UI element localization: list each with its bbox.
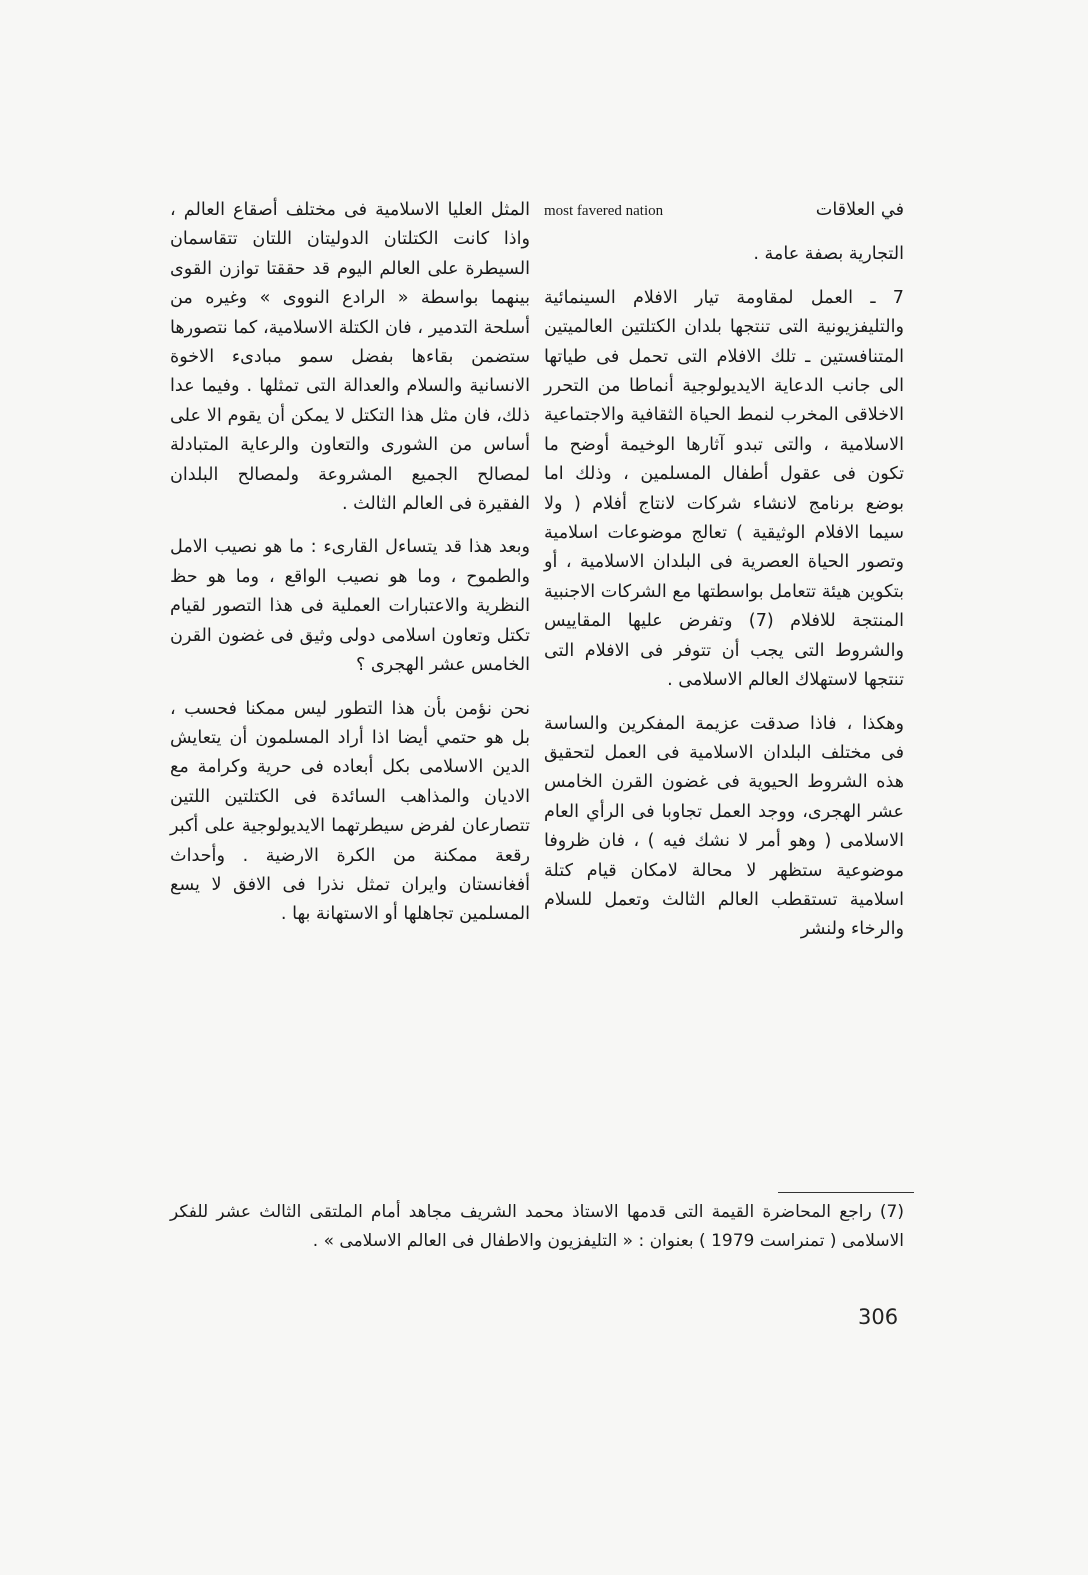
footnote-separator (778, 1192, 914, 1193)
right-column-first-line (544, 196, 904, 226)
first-line-arabic: في العلاقات (815, 200, 904, 220)
first-line-latin-term: most favered nation (544, 203, 664, 219)
right-paragraph: 7 ـ العمل لمقاومة تيار الافلام السينمائية والتليفزيونية التى تنتجها بلدان الكتلتين العالميتين المتنافستين ـ تلك الافلام التى تحمل فى طياتها الى جانب الدعاية الايديولوجية أنماطا من التحرر الاخلاقى المخرب لنمط الحياة الثقافية والاجتماعية الاسلامية ، والتى تبدو آثارها الوخيمة أوضح ما تكون فى عقول أطفال المسلمين ، وذلك اما بوضع برنامج لانشاء شركات لانتاج أفلام ( ولا سيما الافلام الوثيقية ) تعالج موضوعات اسلامية وتصور الحياة العصرية فى البلدان الاسلامية ، أو بتكوين هيئة تتعامل بواسطتها مع الشركات الاجنبية المنتجة للافلام (7) وتفرض عليها المقاييس والشروط التى يجب أن تتوفر فى الافلام التى تنتجها لاستهلاك العالم الاسلامى . (544, 287, 904, 691)
right-paragraph: وهكذا ، فاذا صدقت عزيمة المفكرين والساسة فى مختلف البلدان الاسلامية فى العمل لتحقيق هذه الشروط الحيوية فى غضون القرن الخامس عشر الهجرى، ووجد العمل تجاوبا فى الرأي العام الاسلامى ( وهو أمر لا نشك فيه ) ، فان ظروفا موضوعية ستظهر لا محالة لامكان قيام كتلة اسلامية تستقطب العالم الثالث وتعمل للسلام والرخاء ولنشر (544, 713, 904, 940)
page-number: 306 (858, 1305, 899, 1329)
left-paragraph: المثل العليا الاسلامية فى مختلف أصقاع العالم ، واذا كانت الكتلتان الدوليتان اللتان تتقاسمان السيطرة على العالم اليوم قد حققتا توازن القوى بينهما بواسطة « الرادع النووى » وغيره من أسلحة التدمير ، فان الكتلة الاسلامية، كما نتصورها ستضمن بقاءها بفضل سمو مبادىء الاخوة الانسانية والسلام والعدالة التى تمثلها . وفيما عدا ذلك، فان مثل هذا التكتل لا يمكن أن يقوم الا على أساس من الشورى والتعاون والرعاية المتبادلة لمصالح الجميع المشروعة ولمصالح البلدان الفقيرة فى العالم الثالث . (170, 200, 530, 515)
left-paragraph: وبعد هذا قد يتساءل القارىء : ما هو نصيب الامل والطموح ، وما هو نصيب الواقع ، وما هو حظ النظرية والاعتبارات العملية فى هذا التصور لقيام تكتل وتعاون اسلامى دولى وثيق فى غضون القرن الخامس عشر الهجرى ؟ (170, 537, 530, 676)
footnote-text: (7) راجع المحاضرة القيمة التى قدمها الاستاذ محمد الشريف مجاهد أمام الملتقى الثالث عشر للفكر الاسلامى ( تمنراست 1979 ) بعنوان : « التليفزيون والاطفال فى العالم الاسلامى » . (170, 1202, 904, 1251)
footnote (170, 1198, 904, 1256)
left-paragraph: نحن نؤمن بأن هذا التطور ليس ممكنا فحسب ، بل هو حتمي أيضا اذا أراد المسلمون أن يتعايش الدين الاسلامى بكل أبعاده فى حرية وكرامة مع الاديان والمذاهب السائدة فى الكتلتين اللتين تتصارعان لفرض سيطرتهما الايديولوجية على أكبر رقعة ممكنة من الكرة الارضية . وأحداث أفغانستان وايران تمثل نذرا فى الافق لا يسع المسلمين تجاهلها أو الاستهانة بها . (170, 698, 530, 925)
right-column (544, 196, 904, 945)
left-column (170, 196, 530, 930)
right-paragraph: التجارية بصفة عامة . (753, 244, 904, 265)
